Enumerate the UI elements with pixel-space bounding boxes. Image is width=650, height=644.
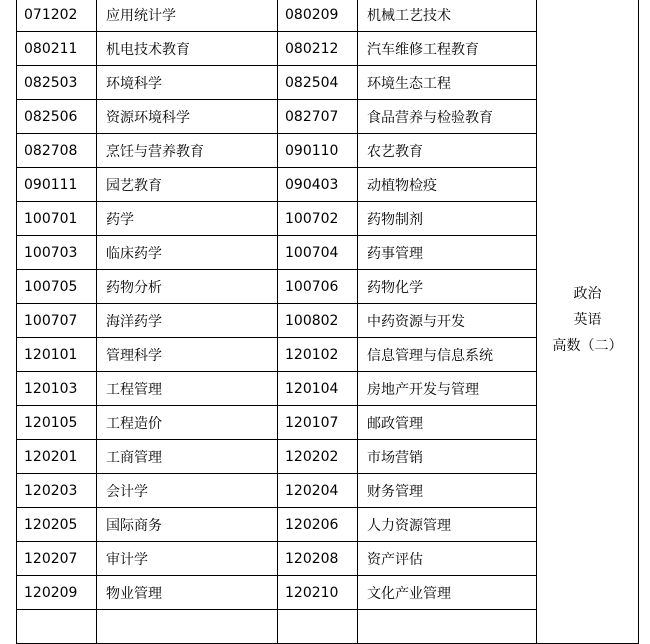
major-name-cell: 房地产开发与管理	[358, 372, 537, 406]
major-code-cell: 120203	[17, 474, 97, 508]
major-code-cell: 120207	[17, 542, 97, 576]
major-code-cell: 120102	[278, 338, 358, 372]
major-code-cell: 082707	[278, 100, 358, 134]
major-code-cell: 120206	[278, 508, 358, 542]
table-row	[17, 0, 639, 32]
major-name-cell: 资产评估	[358, 542, 537, 576]
major-code-cell: 120209	[17, 576, 97, 610]
major-name-cell: 工商管理	[97, 440, 278, 474]
major-code-cell: 090111	[17, 168, 97, 202]
major-code-cell: 100702	[278, 202, 358, 236]
major-code-cell: 071202	[17, 0, 97, 32]
major-code-cell: 100705	[17, 270, 97, 304]
major-code-cell: 082503	[17, 66, 97, 100]
major-code-cell: 080209	[278, 0, 358, 32]
major-name-cell: 文化产业管理	[358, 576, 537, 610]
major-name-cell: 工程管理	[97, 372, 278, 406]
major-code-cell: 082504	[278, 66, 358, 100]
major-name-cell: 汽车维修工程教育	[358, 32, 537, 66]
major-code-cell	[17, 610, 97, 644]
major-code-cell: 120107	[278, 406, 358, 440]
major-name-cell: 农艺教育	[358, 134, 537, 168]
major-code-cell: 120101	[17, 338, 97, 372]
major-code-cell: 120208	[278, 542, 358, 576]
major-name-cell: 工程造价	[97, 406, 278, 440]
exam-subjects-cell	[537, 0, 639, 644]
major-name-cell: 邮政管理	[358, 406, 537, 440]
major-name-cell: 会计学	[97, 474, 278, 508]
major-name-cell: 审计学	[97, 542, 278, 576]
major-name-cell	[358, 610, 537, 644]
major-name-cell: 动植物检疫	[358, 168, 537, 202]
major-code-cell: 100704	[278, 236, 358, 270]
major-code-cell: 100703	[17, 236, 97, 270]
major-table-body	[17, 0, 639, 644]
major-code-cell: 090403	[278, 168, 358, 202]
major-name-cell	[97, 610, 278, 644]
major-code-cell: 100701	[17, 202, 97, 236]
major-name-cell: 环境生态工程	[358, 66, 537, 100]
major-name-cell: 药事管理	[358, 236, 537, 270]
major-code-cell: 120103	[17, 372, 97, 406]
major-code-cell: 120202	[278, 440, 358, 474]
major-name-cell: 市场营销	[358, 440, 537, 474]
major-name-cell: 食品营养与检验教育	[358, 100, 537, 134]
major-table	[16, 0, 639, 644]
major-name-cell: 药物制剂	[358, 202, 537, 236]
major-name-cell: 人力资源管理	[358, 508, 537, 542]
major-code-cell: 080211	[17, 32, 97, 66]
major-name-cell: 临床药学	[97, 236, 278, 270]
exam-subject: 政治	[573, 286, 602, 302]
major-name-cell: 机械工艺技术	[358, 0, 537, 32]
major-code-cell: 120201	[17, 440, 97, 474]
major-name-cell: 资源环境科学	[97, 100, 278, 134]
major-name-cell: 环境科学	[97, 66, 278, 100]
major-code-cell: 080212	[278, 32, 358, 66]
major-name-cell: 药学	[97, 202, 278, 236]
major-code-cell: 082708	[17, 134, 97, 168]
major-name-cell: 国际商务	[97, 508, 278, 542]
major-name-cell: 物业管理	[97, 576, 278, 610]
exam-subject: 英语	[573, 312, 602, 328]
major-code-cell: 090110	[278, 134, 358, 168]
major-name-cell: 中药资源与开发	[358, 304, 537, 338]
major-code-cell: 120104	[278, 372, 358, 406]
major-code-cell: 100707	[17, 304, 97, 338]
major-name-cell: 应用统计学	[97, 0, 278, 32]
major-name-cell: 园艺教育	[97, 168, 278, 202]
major-name-cell: 海洋药学	[97, 304, 278, 338]
major-name-cell: 药物化学	[358, 270, 537, 304]
major-code-cell: 120204	[278, 474, 358, 508]
major-code-cell: 082506	[17, 100, 97, 134]
exam-subject: 高数（二）	[552, 338, 623, 354]
major-code-cell: 100802	[278, 304, 358, 338]
major-code-cell: 120210	[278, 576, 358, 610]
major-name-cell: 药物分析	[97, 270, 278, 304]
major-code-cell	[278, 610, 358, 644]
major-name-cell: 财务管理	[358, 474, 537, 508]
major-code-cell: 100706	[278, 270, 358, 304]
major-name-cell: 信息管理与信息系统	[358, 338, 537, 372]
major-code-cell: 120205	[17, 508, 97, 542]
major-name-cell: 管理科学	[97, 338, 278, 372]
major-name-cell: 机电技术教育	[97, 32, 278, 66]
major-name-cell: 烹饪与营养教育	[97, 134, 278, 168]
major-code-cell: 120105	[17, 406, 97, 440]
